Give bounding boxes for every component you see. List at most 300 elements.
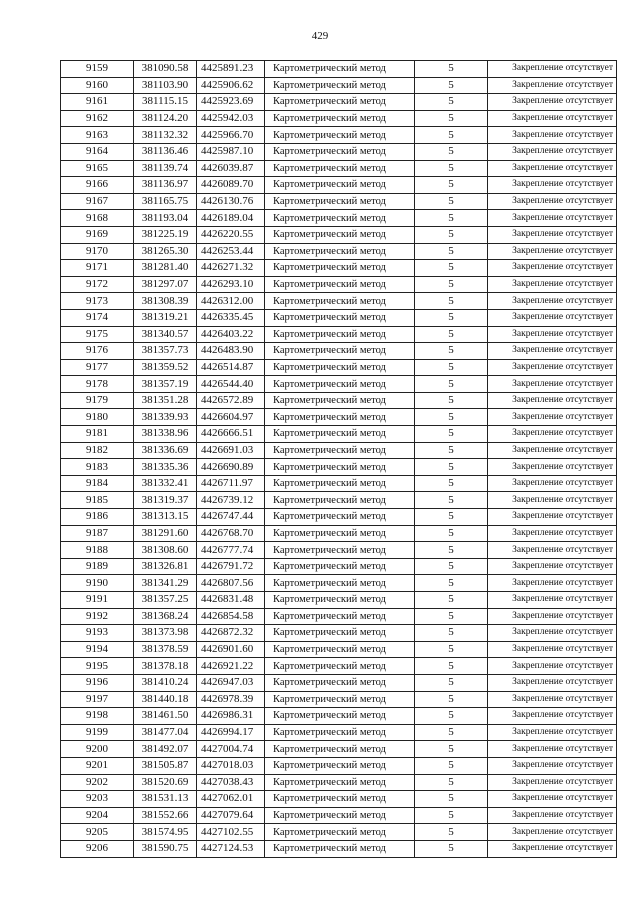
table-row — [61, 143, 617, 160]
method-cell: Картометрический метод — [265, 757, 415, 774]
method-cell: Картометрический метод — [265, 774, 415, 791]
accuracy-cell: 5 — [415, 774, 488, 791]
point-number-cell: 9186 — [61, 509, 134, 526]
y-coordinate-cell: 4426514.87 — [197, 359, 265, 376]
fixing-cell: Закрепление отсутствует — [488, 177, 617, 194]
method-cell: Картометрический метод — [265, 791, 415, 808]
point-number-cell: 9189 — [61, 558, 134, 575]
x-coordinate-cell: 381357.73 — [134, 343, 197, 360]
x-coordinate-cell: 381136.97 — [134, 177, 197, 194]
y-coordinate-cell: 4425966.70 — [197, 127, 265, 144]
fixing-cell: Закрепление отсутствует — [488, 309, 617, 326]
table-row — [61, 558, 617, 575]
x-coordinate-cell: 381338.96 — [134, 426, 197, 443]
table-row — [61, 160, 617, 177]
x-coordinate-cell: 381357.19 — [134, 376, 197, 393]
x-coordinate-cell: 381373.98 — [134, 625, 197, 642]
fixing-cell: Закрепление отсутствует — [488, 293, 617, 310]
x-coordinate-cell: 381319.37 — [134, 492, 197, 509]
table-row — [61, 641, 617, 658]
method-cell: Картометрический метод — [265, 326, 415, 343]
accuracy-cell: 5 — [415, 94, 488, 111]
x-coordinate-cell: 381313.15 — [134, 509, 197, 526]
method-cell: Картометрический метод — [265, 625, 415, 642]
fixing-cell: Закрепление отсутствует — [488, 724, 617, 741]
accuracy-cell: 5 — [415, 77, 488, 94]
y-coordinate-cell: 4427124.53 — [197, 840, 265, 857]
table-row — [61, 110, 617, 127]
point-number-cell: 9179 — [61, 392, 134, 409]
point-number-cell: 9204 — [61, 807, 134, 824]
fixing-cell: Закрепление отсутствует — [488, 359, 617, 376]
table-row — [61, 177, 617, 194]
table-row — [61, 509, 617, 526]
accuracy-cell: 5 — [415, 276, 488, 293]
fixing-cell: Закрепление отсутствует — [488, 276, 617, 293]
table-row — [61, 293, 617, 310]
x-coordinate-cell: 381136.46 — [134, 143, 197, 160]
fixing-cell: Закрепление отсутствует — [488, 774, 617, 791]
method-cell: Картометрический метод — [265, 608, 415, 625]
x-coordinate-cell: 381492.07 — [134, 741, 197, 758]
accuracy-cell: 5 — [415, 61, 488, 78]
method-cell: Картометрический метод — [265, 110, 415, 127]
point-number-cell: 9200 — [61, 741, 134, 758]
method-cell: Картометрический метод — [265, 160, 415, 177]
x-coordinate-cell: 381225.19 — [134, 226, 197, 243]
table-row — [61, 61, 617, 78]
point-number-cell: 9199 — [61, 724, 134, 741]
accuracy-cell: 5 — [415, 309, 488, 326]
accuracy-cell: 5 — [415, 641, 488, 658]
accuracy-cell: 5 — [415, 757, 488, 774]
y-coordinate-cell: 4426854.58 — [197, 608, 265, 625]
y-coordinate-cell: 4426711.97 — [197, 475, 265, 492]
point-number-cell: 9193 — [61, 625, 134, 642]
fixing-cell: Закрепление отсутствует — [488, 127, 617, 144]
method-cell: Картометрический метод — [265, 94, 415, 111]
x-coordinate-cell: 381297.07 — [134, 276, 197, 293]
table-body — [61, 61, 617, 858]
fixing-cell: Закрепление отсутствует — [488, 61, 617, 78]
x-coordinate-cell: 381326.81 — [134, 558, 197, 575]
method-cell: Картометрический метод — [265, 343, 415, 360]
y-coordinate-cell: 4426572.89 — [197, 392, 265, 409]
y-coordinate-cell: 4426293.10 — [197, 276, 265, 293]
point-number-cell: 9181 — [61, 426, 134, 443]
point-number-cell: 9177 — [61, 359, 134, 376]
fixing-cell: Закрепление отсутствует — [488, 641, 617, 658]
method-cell: Картометрический метод — [265, 376, 415, 393]
fixing-cell: Закрепление отсутствует — [488, 110, 617, 127]
accuracy-cell: 5 — [415, 127, 488, 144]
point-number-cell: 9164 — [61, 143, 134, 160]
accuracy-cell: 5 — [415, 724, 488, 741]
fixing-cell: Закрепление отсутствует — [488, 77, 617, 94]
method-cell: Картометрический метод — [265, 392, 415, 409]
fixing-cell: Закрепление отсутствует — [488, 525, 617, 542]
table-row — [61, 426, 617, 443]
accuracy-cell: 5 — [415, 243, 488, 260]
fixing-cell: Закрепление отсутствует — [488, 459, 617, 476]
method-cell: Картометрический метод — [265, 177, 415, 194]
method-cell: Картометрический метод — [265, 210, 415, 227]
accuracy-cell: 5 — [415, 343, 488, 360]
point-number-cell: 9198 — [61, 708, 134, 725]
fixing-cell: Закрепление отсутствует — [488, 442, 617, 459]
point-number-cell: 9191 — [61, 592, 134, 609]
table-row — [61, 674, 617, 691]
method-cell: Картометрический метод — [265, 143, 415, 160]
method-cell: Картометрический метод — [265, 243, 415, 260]
table-row — [61, 608, 617, 625]
accuracy-cell: 5 — [415, 260, 488, 277]
table-row — [61, 442, 617, 459]
method-cell: Картометрический метод — [265, 691, 415, 708]
table-row — [61, 475, 617, 492]
fixing-cell: Закрепление отсутствует — [488, 492, 617, 509]
method-cell: Картометрический метод — [265, 658, 415, 675]
x-coordinate-cell: 381308.39 — [134, 293, 197, 310]
method-cell: Картометрический метод — [265, 293, 415, 310]
x-coordinate-cell: 381359.52 — [134, 359, 197, 376]
table-row — [61, 492, 617, 509]
accuracy-cell: 5 — [415, 625, 488, 642]
point-number-cell: 9185 — [61, 492, 134, 509]
fixing-cell: Закрепление отсутствует — [488, 824, 617, 841]
y-coordinate-cell: 4426189.04 — [197, 210, 265, 227]
x-coordinate-cell: 381139.74 — [134, 160, 197, 177]
point-number-cell: 9159 — [61, 61, 134, 78]
y-coordinate-cell: 4426739.12 — [197, 492, 265, 509]
y-coordinate-cell: 4425942.03 — [197, 110, 265, 127]
point-number-cell: 9197 — [61, 691, 134, 708]
point-number-cell: 9183 — [61, 459, 134, 476]
accuracy-cell: 5 — [415, 824, 488, 841]
x-coordinate-cell: 381378.59 — [134, 641, 197, 658]
accuracy-cell: 5 — [415, 691, 488, 708]
accuracy-cell: 5 — [415, 674, 488, 691]
fixing-cell: Закрепление отсутствует — [488, 143, 617, 160]
point-number-cell: 9174 — [61, 309, 134, 326]
method-cell: Картометрический метод — [265, 61, 415, 78]
fixing-cell: Закрепление отсутствует — [488, 708, 617, 725]
y-coordinate-cell: 4426604.97 — [197, 409, 265, 426]
accuracy-cell: 5 — [415, 442, 488, 459]
x-coordinate-cell: 381341.29 — [134, 575, 197, 592]
point-number-cell: 9167 — [61, 193, 134, 210]
accuracy-cell: 5 — [415, 459, 488, 476]
table-row — [61, 592, 617, 609]
x-coordinate-cell: 381336.69 — [134, 442, 197, 459]
table-row — [61, 326, 617, 343]
y-coordinate-cell: 4426271.32 — [197, 260, 265, 277]
method-cell: Картометрический метод — [265, 807, 415, 824]
x-coordinate-cell: 381103.90 — [134, 77, 197, 94]
fixing-cell: Закрепление отсутствует — [488, 807, 617, 824]
y-coordinate-cell: 4425987.10 — [197, 143, 265, 160]
table-row — [61, 210, 617, 227]
method-cell: Картометрический метод — [265, 674, 415, 691]
fixing-cell: Закрепление отсутствует — [488, 542, 617, 559]
fixing-cell: Закрепление отсутствует — [488, 691, 617, 708]
method-cell: Картометрический метод — [265, 724, 415, 741]
fixing-cell: Закрепление отсутствует — [488, 558, 617, 575]
method-cell: Картометрический метод — [265, 558, 415, 575]
y-coordinate-cell: 4426335.45 — [197, 309, 265, 326]
fixing-cell: Закрепление отсутствует — [488, 160, 617, 177]
table-row — [61, 392, 617, 409]
fixing-cell: Закрепление отсутствует — [488, 509, 617, 526]
table-row — [61, 260, 617, 277]
point-number-cell: 9170 — [61, 243, 134, 260]
point-number-cell: 9166 — [61, 177, 134, 194]
fixing-cell: Закрепление отсутствует — [488, 674, 617, 691]
accuracy-cell: 5 — [415, 359, 488, 376]
method-cell: Картометрический метод — [265, 542, 415, 559]
x-coordinate-cell: 381368.24 — [134, 608, 197, 625]
table-row — [61, 525, 617, 542]
y-coordinate-cell: 4427018.03 — [197, 757, 265, 774]
y-coordinate-cell: 4426831.48 — [197, 592, 265, 609]
table-row — [61, 359, 617, 376]
table-row — [61, 625, 617, 642]
y-coordinate-cell: 4427062.01 — [197, 791, 265, 808]
x-coordinate-cell: 381165.75 — [134, 193, 197, 210]
method-cell: Картометрический метод — [265, 575, 415, 592]
method-cell: Картометрический метод — [265, 260, 415, 277]
point-number-cell: 9190 — [61, 575, 134, 592]
x-coordinate-cell: 381351.28 — [134, 392, 197, 409]
y-coordinate-cell: 4426901.60 — [197, 641, 265, 658]
accuracy-cell: 5 — [415, 608, 488, 625]
table-row — [61, 658, 617, 675]
x-coordinate-cell: 381440.18 — [134, 691, 197, 708]
x-coordinate-cell: 381552.66 — [134, 807, 197, 824]
method-cell: Картометрический метод — [265, 641, 415, 658]
fixing-cell: Закрепление отсутствует — [488, 426, 617, 443]
fixing-cell: Закрепление отсутствует — [488, 210, 617, 227]
x-coordinate-cell: 381461.50 — [134, 708, 197, 725]
x-coordinate-cell: 381590.75 — [134, 840, 197, 857]
table-row — [61, 575, 617, 592]
accuracy-cell: 5 — [415, 226, 488, 243]
x-coordinate-cell: 381339.93 — [134, 409, 197, 426]
point-number-cell: 9205 — [61, 824, 134, 841]
y-coordinate-cell: 4426791.72 — [197, 558, 265, 575]
point-number-cell: 9161 — [61, 94, 134, 111]
table-row — [61, 542, 617, 559]
point-number-cell: 9201 — [61, 757, 134, 774]
fixing-cell: Закрепление отсутствует — [488, 392, 617, 409]
table-row — [61, 708, 617, 725]
y-coordinate-cell: 4426747.44 — [197, 509, 265, 526]
table-row — [61, 807, 617, 824]
y-coordinate-cell: 4426872.32 — [197, 625, 265, 642]
fixing-cell: Закрепление отсутствует — [488, 243, 617, 260]
accuracy-cell: 5 — [415, 840, 488, 857]
x-coordinate-cell: 381335.36 — [134, 459, 197, 476]
table-row — [61, 77, 617, 94]
point-number-cell: 9203 — [61, 791, 134, 808]
point-number-cell: 9192 — [61, 608, 134, 625]
point-number-cell: 9171 — [61, 260, 134, 277]
fixing-cell: Закрепление отсутствует — [488, 326, 617, 343]
y-coordinate-cell: 4426403.22 — [197, 326, 265, 343]
table-row — [61, 309, 617, 326]
accuracy-cell: 5 — [415, 193, 488, 210]
y-coordinate-cell: 4427079.64 — [197, 807, 265, 824]
y-coordinate-cell: 4426690.89 — [197, 459, 265, 476]
x-coordinate-cell: 381574.95 — [134, 824, 197, 841]
y-coordinate-cell: 4426220.55 — [197, 226, 265, 243]
point-number-cell: 9176 — [61, 343, 134, 360]
point-number-cell: 9175 — [61, 326, 134, 343]
fixing-cell: Закрепление отсутствует — [488, 226, 617, 243]
x-coordinate-cell: 381132.32 — [134, 127, 197, 144]
fixing-cell: Закрепление отсутствует — [488, 376, 617, 393]
y-coordinate-cell: 4426807.56 — [197, 575, 265, 592]
fixing-cell: Закрепление отсутствует — [488, 575, 617, 592]
accuracy-cell: 5 — [415, 210, 488, 227]
y-coordinate-cell: 4426253.44 — [197, 243, 265, 260]
accuracy-cell: 5 — [415, 807, 488, 824]
accuracy-cell: 5 — [415, 392, 488, 409]
table-row — [61, 127, 617, 144]
y-coordinate-cell: 4425923.69 — [197, 94, 265, 111]
table-row — [61, 376, 617, 393]
method-cell: Картометрический метод — [265, 525, 415, 542]
accuracy-cell: 5 — [415, 741, 488, 758]
accuracy-cell: 5 — [415, 575, 488, 592]
point-number-cell: 9187 — [61, 525, 134, 542]
point-number-cell: 9165 — [61, 160, 134, 177]
table-row — [61, 840, 617, 857]
y-coordinate-cell: 4426483.90 — [197, 343, 265, 360]
point-number-cell: 9173 — [61, 293, 134, 310]
table-row — [61, 343, 617, 360]
table-row — [61, 791, 617, 808]
y-coordinate-cell: 4427004.74 — [197, 741, 265, 758]
table-row — [61, 276, 617, 293]
method-cell: Картометрический метод — [265, 276, 415, 293]
y-coordinate-cell: 4427038.43 — [197, 774, 265, 791]
method-cell: Картометрический метод — [265, 492, 415, 509]
table-row — [61, 741, 617, 758]
y-coordinate-cell: 4426994.17 — [197, 724, 265, 741]
point-number-cell: 9188 — [61, 542, 134, 559]
accuracy-cell: 5 — [415, 143, 488, 160]
method-cell: Картометрический метод — [265, 359, 415, 376]
x-coordinate-cell: 381477.04 — [134, 724, 197, 741]
table-row — [61, 824, 617, 841]
y-coordinate-cell: 4425891.23 — [197, 61, 265, 78]
table-row — [61, 409, 617, 426]
x-coordinate-cell: 381319.21 — [134, 309, 197, 326]
x-coordinate-cell: 381291.60 — [134, 525, 197, 542]
method-cell: Картометрический метод — [265, 226, 415, 243]
accuracy-cell: 5 — [415, 409, 488, 426]
x-coordinate-cell: 381193.04 — [134, 210, 197, 227]
fixing-cell: Закрепление отсутствует — [488, 625, 617, 642]
method-cell: Картометрический метод — [265, 77, 415, 94]
method-cell: Картометрический метод — [265, 840, 415, 857]
x-coordinate-cell: 381332.41 — [134, 475, 197, 492]
fixing-cell: Закрепление отсутствует — [488, 608, 617, 625]
accuracy-cell: 5 — [415, 509, 488, 526]
accuracy-cell: 5 — [415, 542, 488, 559]
accuracy-cell: 5 — [415, 592, 488, 609]
x-coordinate-cell: 381340.57 — [134, 326, 197, 343]
point-number-cell: 9195 — [61, 658, 134, 675]
y-coordinate-cell: 4426039.87 — [197, 160, 265, 177]
method-cell: Картометрический метод — [265, 409, 415, 426]
y-coordinate-cell: 4426921.22 — [197, 658, 265, 675]
method-cell: Картометрический метод — [265, 127, 415, 144]
accuracy-cell: 5 — [415, 475, 488, 492]
y-coordinate-cell: 4426986.31 — [197, 708, 265, 725]
table-row — [61, 459, 617, 476]
accuracy-cell: 5 — [415, 376, 488, 393]
accuracy-cell: 5 — [415, 426, 488, 443]
table-row — [61, 724, 617, 741]
fixing-cell: Закрепление отсутствует — [488, 791, 617, 808]
table-row — [61, 226, 617, 243]
y-coordinate-cell: 4427102.55 — [197, 824, 265, 841]
y-coordinate-cell: 4426691.03 — [197, 442, 265, 459]
fixing-cell: Закрепление отсутствует — [488, 193, 617, 210]
y-coordinate-cell: 4426312.00 — [197, 293, 265, 310]
method-cell: Картометрический метод — [265, 741, 415, 758]
y-coordinate-cell: 4425906.62 — [197, 77, 265, 94]
x-coordinate-cell: 381281.40 — [134, 260, 197, 277]
method-cell: Картометрический метод — [265, 824, 415, 841]
x-coordinate-cell: 381090.58 — [134, 61, 197, 78]
point-number-cell: 9196 — [61, 674, 134, 691]
table-row — [61, 243, 617, 260]
method-cell: Картометрический метод — [265, 442, 415, 459]
point-number-cell: 9160 — [61, 77, 134, 94]
fixing-cell: Закрепление отсутствует — [488, 658, 617, 675]
point-number-cell: 9184 — [61, 475, 134, 492]
x-coordinate-cell: 381531.13 — [134, 791, 197, 808]
y-coordinate-cell: 4426544.40 — [197, 376, 265, 393]
x-coordinate-cell: 381505.87 — [134, 757, 197, 774]
table-row — [61, 691, 617, 708]
accuracy-cell: 5 — [415, 558, 488, 575]
fixing-cell: Закрепление отсутствует — [488, 840, 617, 857]
fixing-cell: Закрепление отсутствует — [488, 94, 617, 111]
table-row — [61, 774, 617, 791]
point-number-cell: 9180 — [61, 409, 134, 426]
method-cell: Картометрический метод — [265, 509, 415, 526]
fixing-cell: Закрепление отсутствует — [488, 741, 617, 758]
method-cell: Картометрический метод — [265, 309, 415, 326]
fixing-cell: Закрепление отсутствует — [488, 475, 617, 492]
fixing-cell: Закрепление отсутствует — [488, 592, 617, 609]
point-number-cell: 9172 — [61, 276, 134, 293]
accuracy-cell: 5 — [415, 658, 488, 675]
y-coordinate-cell: 4426768.70 — [197, 525, 265, 542]
accuracy-cell: 5 — [415, 525, 488, 542]
x-coordinate-cell: 381124.20 — [134, 110, 197, 127]
table-row — [61, 94, 617, 111]
method-cell: Картометрический метод — [265, 426, 415, 443]
accuracy-cell: 5 — [415, 326, 488, 343]
y-coordinate-cell: 4426978.39 — [197, 691, 265, 708]
fixing-cell: Закрепление отсутствует — [488, 343, 617, 360]
table-row — [61, 757, 617, 774]
